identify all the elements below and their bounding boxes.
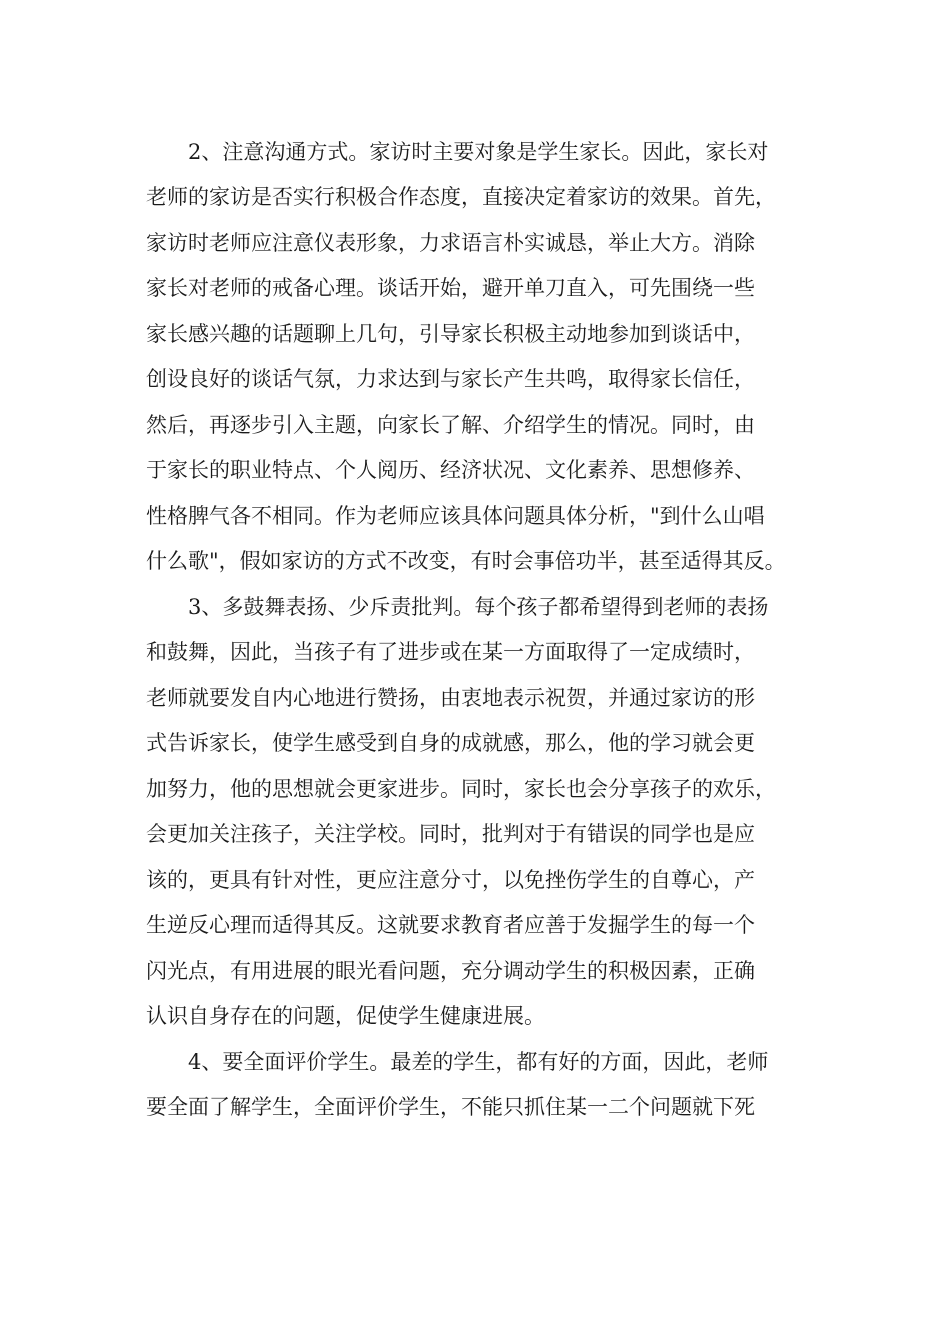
paragraph-3-line-5: 加努力，他的思想就会更家进步。同时，家长也会分享孩子的欢乐， [146, 777, 776, 801]
paragraph-2-line-3: 家访时老师应注意仪表形象，力求语言朴实诚恳，举止大方。消除 [146, 231, 755, 255]
paragraph-2-line-8: 于家长的职业特点、个人阅历、经济状况、文化素养、思想修养、 [146, 458, 755, 482]
paragraph-3-line-8: 生逆反心理而适得其反。这就要求教育者应善于发掘学生的每一个 [146, 913, 755, 937]
paragraph-4-line-2: 要全面了解学生，全面评价学生，不能只抓住某一二个问题就下死 [146, 1095, 755, 1119]
paragraph-3-line-2: 和鼓舞，因此，当孩子有了进步或在某一方面取得了一定成绩时， [146, 640, 755, 664]
paragraph-2-line-4: 家长对老师的戒备心理。谈话开始，避开单刀直入，可先围绕一些 [146, 276, 755, 300]
paragraph-3-line-10: 认识自身存在的问题，促使学生健康进展。 [146, 1004, 545, 1028]
paragraph-3-line-1: 3、多鼓舞表扬、少斥责批判。每个孩子都希望得到老师的表扬 [188, 595, 769, 619]
paragraph-2-line-1: 2、注意沟通方式。家访时主要对象是学生家长。因此，家长对 [188, 140, 769, 164]
paragraph-3-line-3: 老师就要发自内心地进行赞扬，由衷地表示祝贺，并通过家访的形 [146, 686, 755, 710]
paragraph-3-line-6: 会更加关注孩子，关注学校。同时，批判对于有错误的同学也是应 [146, 822, 755, 846]
paragraph-2-line-5: 家长感兴趣的话题聊上几句，引导家长积极主动地参加到谈话中， [146, 322, 755, 346]
paragraph-4-line-1: 4、要全面评价学生。最差的学生，都有好的方面，因此，老师 [188, 1050, 769, 1074]
paragraph-2-line-7: 然后，再逐步引入主题，向家长了解、介绍学生的情况。同时，由 [146, 413, 755, 437]
paragraph-2-line-10: 什么歌"，假如家访的方式不改变，有时会事倍功半，甚至适得其反。 [146, 549, 786, 573]
paragraph-3-line-4: 式告诉家长，使学生感受到自身的成就感，那么，他的学习就会更 [146, 731, 755, 755]
paragraph-2-line-6: 创设良好的谈话气氛，力求达到与家长产生共鸣，取得家长信任， [146, 367, 755, 391]
paragraph-2-line-2: 老师的家访是否实行积极合作态度，直接决定着家访的效果。首先， [146, 185, 776, 209]
paragraph-3-line-7: 该的，更具有针对性，更应注意分寸，以免挫伤学生的自尊心，产 [146, 868, 755, 892]
paragraph-2-line-9: 性格脾气各不相同。作为老师应该具体问题具体分析，"到什么山唱 [146, 504, 765, 528]
paragraph-3-line-9: 闪光点，有用进展的眼光看问题，充分调动学生的积极因素，正确 [146, 959, 755, 983]
